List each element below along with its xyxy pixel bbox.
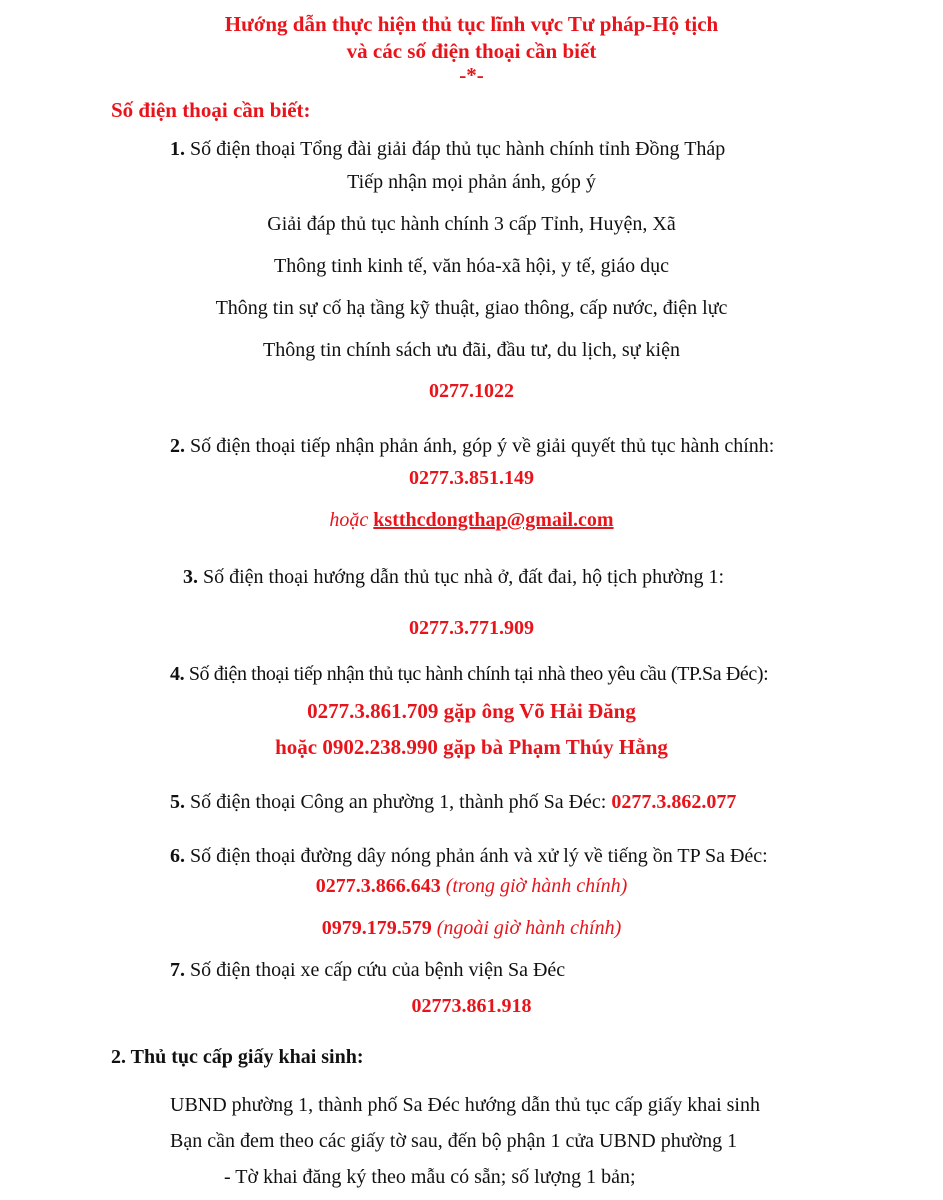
item-detail: Thông tinh kinh tế, văn hóa-xã hội, y tế, giáo dục	[274, 255, 669, 277]
paragraph: UBND phường 1, thành phố Sa Đéc hướng dẫn thủ tục cấp giấy khai sinh	[170, 1094, 760, 1116]
or-label: hoặc	[329, 509, 369, 531]
paragraph: Bạn cần đem theo các giấy tờ sau, đến bộ phận 1 cửa UBND phường 1	[170, 1130, 738, 1152]
item-text: Số điện thoại hướng dẫn thủ tục nhà ở, đất đai, hộ tịch phường 1:	[203, 566, 725, 588]
email-line	[0, 508, 943, 532]
contact-line: 0277.3.861.709 gặp ông Võ Hải Đăng	[307, 699, 636, 723]
phone-number: 0277.1022	[429, 380, 514, 402]
phone-number: 0277.3.851.149	[409, 467, 534, 489]
item-number: 3.	[183, 566, 198, 588]
item-number: 4.	[170, 663, 185, 685]
phone-number: 0277.3.771.909	[409, 617, 534, 639]
item-number: 6.	[170, 845, 185, 867]
list-item	[170, 844, 768, 868]
item-detail: Giải đáp thủ tục hành chính 3 cấp Tỉnh, Huyện, Xã	[267, 213, 676, 235]
item-text: Số điện thoại xe cấp cứu của bệnh viện Sa Đéc	[190, 959, 566, 981]
item-number: 2.	[170, 435, 185, 457]
phone-note: (trong giờ hành chính)	[445, 875, 628, 897]
phone-note: (ngoài giờ hành chính)	[436, 917, 622, 939]
item-text: Số điện thoại Tổng đài giải đáp thủ tục hành chính tỉnh Đồng Tháp	[190, 138, 726, 160]
list-item	[183, 565, 724, 589]
list-item	[170, 662, 768, 686]
page-title: Hướng dẫn thực hiện thủ tục lĩnh vực Tư pháp-Hộ tịch	[224, 12, 719, 36]
phones-section-heading: Số điện thoại cần biết:	[111, 98, 311, 122]
email-link[interactable]: kstthcdongthap@gmail.com	[373, 509, 614, 531]
item-detail: Thông tin chính sách ưu đãi, đầu tư, du lịch, sự kiện	[263, 339, 680, 361]
item-text: Số điện thoại đường dây nóng phản ánh và xử lý về tiếng ồn TP Sa Đéc:	[190, 845, 768, 867]
item-detail: Thông tin sự cố hạ tầng kỹ thuật, giao thông, cấp nước, điện lực	[215, 297, 728, 319]
item-number: 1.	[170, 138, 185, 160]
paragraph: - Tờ khai đăng ký theo mẫu có sẵn; số lượng 1 bản;	[224, 1166, 636, 1188]
item-number: 5.	[170, 791, 185, 813]
phone-number: 0277.3.866.643	[315, 875, 441, 897]
list-item	[170, 137, 725, 161]
hotline-line	[0, 916, 943, 940]
item-number: 7.	[170, 959, 185, 981]
phone-number: 02773.861.918	[411, 995, 532, 1017]
list-item	[170, 434, 774, 458]
item-detail: Tiếp nhận mọi phản ánh, góp ý	[347, 171, 596, 193]
phone-number: 0979.179.579	[321, 917, 432, 939]
item-text: Số điện thoại tiếp nhận thủ tục hành chính tại nhà theo yêu cầu (TP.Sa Đéc):	[188, 663, 769, 685]
title-separator: -*-	[459, 63, 484, 87]
page-subtitle: và các số điện thoại cần biết	[346, 39, 597, 63]
birth-section-heading: 2. Thủ tục cấp giấy khai sinh:	[111, 1046, 364, 1068]
item-text: Số điện thoại tiếp nhận phản ánh, góp ý về giải quyết thủ tục hành chính:	[190, 435, 775, 457]
list-item	[170, 958, 565, 982]
item-text: Số điện thoại Công an phường 1, thành phố Sa Đéc:	[190, 791, 607, 813]
hotline-line	[0, 874, 943, 898]
list-item	[170, 790, 736, 814]
contact-line: hoặc 0902.238.990 gặp bà Phạm Thúy Hằng	[275, 735, 668, 759]
phone-number: 0277.3.862.077	[611, 791, 737, 813]
